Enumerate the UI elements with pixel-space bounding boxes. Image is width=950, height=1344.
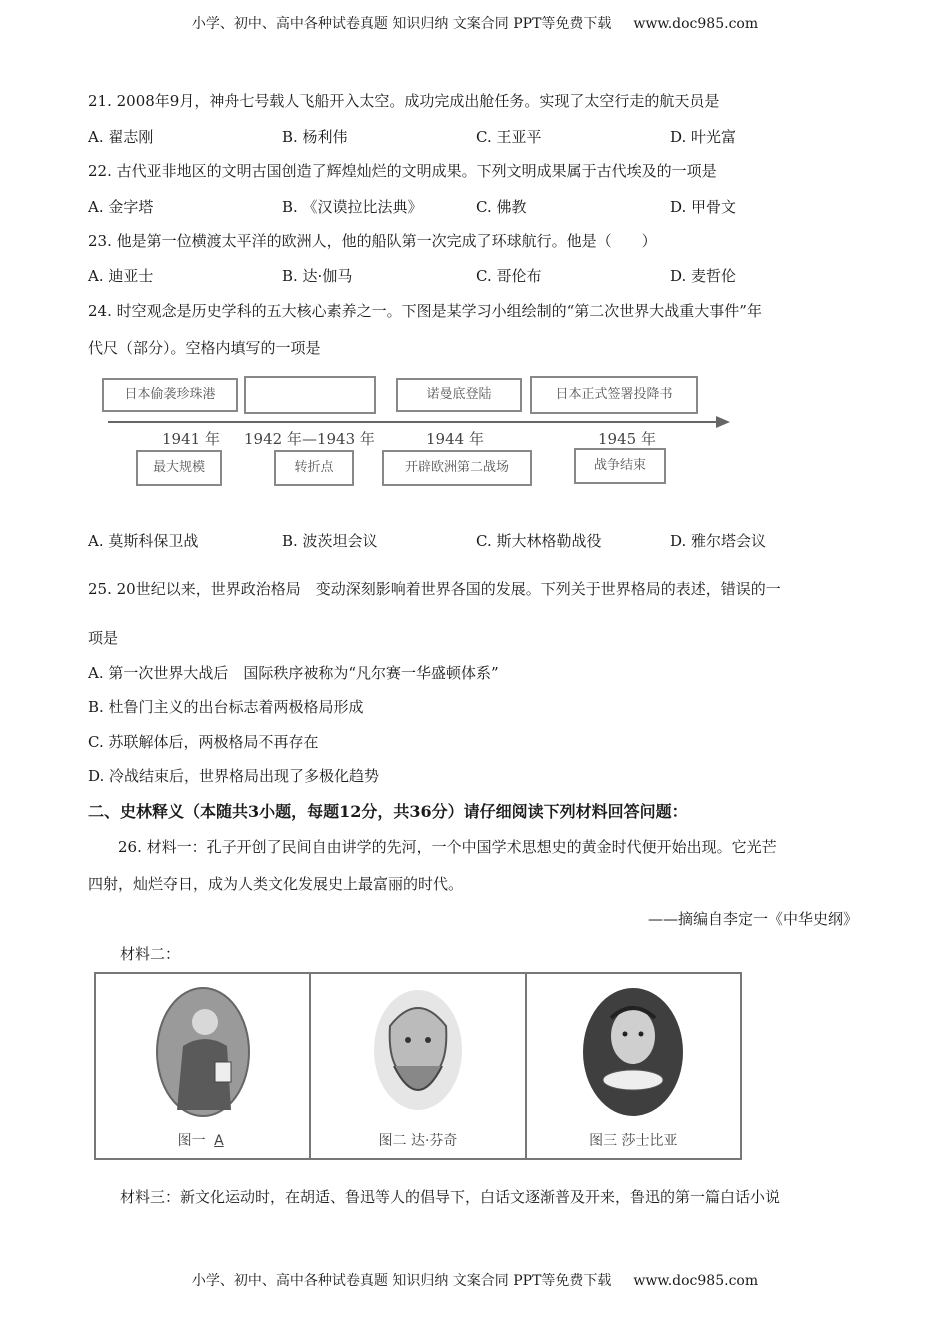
q23-stem: 23. 他是第一位横渡太平洋的欧洲人，他的船队第一次完成了环球航行。他是（ ） <box>88 232 657 250</box>
portrait-3-caption <box>527 1130 740 1150</box>
header-site[interactable]: www.doc985.com <box>633 16 759 32</box>
q26-material1-line2: 四射，灿烂夺日，成为人类文化发展史上最富丽的时代。 <box>88 875 464 893</box>
q24-stem-line2: 代尺（部分）。空格内填写的一项是 <box>88 339 321 357</box>
q25-stem-line1: 25. 20世纪以来，世界政治格局 变动深刻影响着世界各国的发展。下列关于世界格局的表述，错误的一 <box>88 580 781 598</box>
portrait-1-blank: A <box>214 1133 224 1149</box>
timeline-year-1944: 1944 年 <box>426 430 484 448</box>
portrait-3-prefix: 图三 <box>589 1133 618 1149</box>
portrait-1-prefix: 图一 <box>177 1133 206 1149</box>
portrait-cell-1 <box>96 974 311 1158</box>
q24-option-d: D. 雅尔塔会议 <box>670 532 767 550</box>
timeline-label-second-front: 开辟欧洲第二战场 <box>382 450 532 486</box>
timeline-event-1945: 日本正式签署投降书 <box>530 376 698 414</box>
q22-option-a: A. 金字塔 <box>88 198 154 216</box>
q23-option-d: D. 麦哲伦 <box>670 267 737 285</box>
portrait-2-image <box>368 986 468 1118</box>
timeline-label-largest: 最大规模 <box>136 450 222 486</box>
page-footer <box>0 1270 950 1290</box>
q25-option-a: A. 第一次世界大战后 国际秩序被称为“凡尔赛一华盛顿体系” <box>88 664 499 682</box>
footer-text: 小学、初中、高中各种试卷真题 知识归纳 文案合同 PPT等免费下载 <box>191 1273 612 1289</box>
timeline-event-1941: 日本偷袭珍珠港 <box>102 378 238 412</box>
q22-option-d: D. 甲骨文 <box>670 198 737 216</box>
q25-option-c: C. 苏联解体后，两极格局不再存在 <box>88 733 319 751</box>
q22-option-c: C. 佛教 <box>476 198 527 216</box>
portrait-2-prefix: 图二 <box>378 1133 407 1149</box>
q26-material1-source: ——摘编自李定一《中华史纲》 <box>647 910 858 928</box>
q24-option-a: A. 莫斯科保卫战 <box>88 532 199 550</box>
portrait-1-caption <box>96 1130 309 1150</box>
q24-option-c: C. 斯大林格勒战役 <box>476 532 602 550</box>
portrait-cell-3 <box>527 974 740 1158</box>
page-header <box>0 13 950 33</box>
section-title: 二、史林释义（本随共3小题，每题12分，共36分）请仔细阅读下列材料回答问题： <box>88 802 688 821</box>
timeline-figure <box>96 368 746 498</box>
timeline-year-1942-1943: 1942 年—1943 年 <box>244 430 375 448</box>
timeline-event-1944: 诺曼底登陆 <box>396 378 522 412</box>
q21-option-c: C. 王亚平 <box>476 128 542 146</box>
q25-option-b: B. 杜鲁门主义的出台标志着两极格局形成 <box>88 698 364 716</box>
timeline-axis <box>108 421 718 423</box>
q25-option-d: D. 冷战结束后，世界格局出现了多极化趋势 <box>88 767 380 785</box>
q23-option-b: B. 达·伽马 <box>282 267 353 285</box>
q21-option-b: B. 杨利伟 <box>282 128 348 146</box>
portrait-figure <box>94 972 742 1160</box>
q26-material2-label: 材料二： <box>120 945 181 963</box>
q23-option-a: A. 迪亚士 <box>88 267 154 285</box>
portrait-3-name: 莎士比亚 <box>621 1133 678 1149</box>
portrait-1-image <box>155 986 251 1118</box>
footer-site[interactable]: www.doc985.com <box>633 1273 759 1289</box>
q24-stem-line1: 24. 时空观念是历史学科的五大核心素养之一。下图是某学习小组绘制的“第二次世界大战重大事件”年 <box>88 302 762 320</box>
portrait-cell-2 <box>311 974 526 1158</box>
q22-stem: 22. 古代亚非地区的文明古国创造了辉煌灿烂的文明成果。下列文明成果属于古代埃及的一项是 <box>88 162 717 180</box>
q24-option-b: B. 波茨坦会议 <box>282 532 378 550</box>
timeline-label-turning-point: 转折点 <box>274 450 354 486</box>
timeline-label-war-end: 战争结束 <box>574 448 666 484</box>
timeline-year-1945: 1945 年 <box>598 430 656 448</box>
q23-option-c: C. 哥伦布 <box>476 267 542 285</box>
q26-material1-line1: 26. 材料一：孔子开创了民间自由讲学的先河，一个中国学术思想史的黄金时代便开始出现。它光芒 <box>118 838 777 856</box>
q26-material3: 材料三：新文化运动时，在胡适、鲁迅等人的倡导下，白话文逐渐普及开来，鲁迅的第一篇白话小说 <box>120 1188 781 1206</box>
portrait-3-image <box>581 986 685 1118</box>
timeline-arrow <box>716 416 730 428</box>
q25-stem-line2: 项是 <box>88 629 119 647</box>
q21-option-d: D. 叶光富 <box>670 128 737 146</box>
q22-option-b: B. 《汉谟拉比法典》 <box>282 198 423 216</box>
q21-option-a: A. 翟志刚 <box>88 128 154 146</box>
header-text: 小学、初中、高中各种试卷真题 知识归纳 文案合同 PPT等免费下载 <box>191 16 612 32</box>
portrait-2-caption <box>311 1130 524 1150</box>
timeline-year-1941: 1941 年 <box>162 430 220 448</box>
q21-stem: 21. 2008年9月，神舟七号载人飞船开入太空。成功完成出舱任务。实现了太空行走的航天员是 <box>88 92 720 110</box>
timeline-blank-box <box>244 376 376 414</box>
portrait-2-name: 达·芬奇 <box>410 1133 458 1149</box>
